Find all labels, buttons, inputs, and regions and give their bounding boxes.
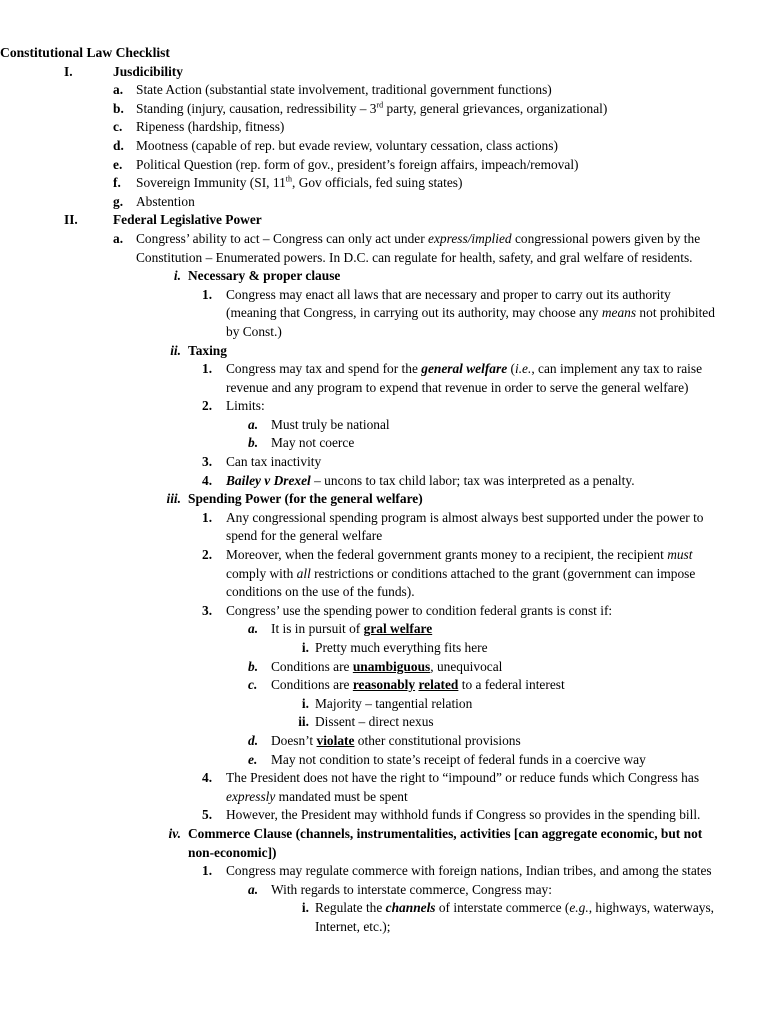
outline-item	[0, 602, 768, 621]
outline-number: 3.	[202, 602, 213, 618]
outline-item	[0, 174, 768, 193]
outline-number: 5.	[202, 807, 213, 823]
item-text: Dissent – direct nexus	[315, 714, 434, 730]
outline-letter: a.	[113, 230, 124, 246]
item-text: Sovereign Immunity (SI, 11th, Gov officials, fed suing states)	[136, 174, 463, 191]
subsection-heading	[0, 267, 768, 286]
item-text: Regulate the channels of interstate commerce (e.g., highways, waterways, Internet, etc.);	[315, 900, 715, 934]
subsection-heading	[0, 342, 768, 361]
outline-item	[0, 416, 768, 435]
outline-letter: a.	[248, 621, 259, 637]
outline-item	[0, 100, 768, 119]
item-text: State Action (substantial state involvement, traditional government functions)	[136, 82, 552, 98]
outline-letter: f.	[113, 175, 121, 191]
document-page	[0, 44, 768, 937]
outline-letter: a.	[248, 416, 259, 432]
item-text: Congress may tax and spend for the general welfare (i.e., can implement any tax to raise revenue and any program to expend that revenue in order to serve the general welfare)	[226, 361, 703, 395]
outline-letter: b.	[248, 658, 259, 674]
item-text: Congress’ ability to act – Congress can only act under express/implied congressional powers given by the Constitution – Enumerated powers. In D.C. can regulate for health, safety, and gral welfare of residents.	[136, 230, 701, 265]
item-text: May not coerce	[271, 435, 355, 451]
outline-item	[0, 751, 768, 770]
outline-letter: g.	[113, 193, 124, 209]
subsection-title: Spending Power (for the general welfare)	[188, 491, 423, 507]
outline-item	[0, 732, 768, 751]
outline-number: 1.	[202, 509, 213, 525]
section-title: Federal Legislative Power	[113, 212, 262, 228]
outline-item	[0, 156, 768, 175]
subsection-title: Necessary & proper clause	[188, 268, 341, 284]
outline-item	[0, 713, 768, 732]
outline-item	[0, 639, 768, 658]
outline-item	[0, 899, 768, 936]
item-text: Any congressional spending program is almost always best supported under the power to spend for the general welfare	[226, 509, 704, 544]
outline-item	[0, 397, 768, 416]
outline-number: 2.	[202, 547, 213, 563]
item-text: Conditions are unambiguous, unequivocal	[271, 658, 503, 674]
outline-roman: i.	[301, 695, 309, 711]
item-text: Mootness (capable of rep. but evade review, voluntary cessation, class actions)	[136, 137, 558, 153]
outline-letter: c.	[113, 119, 123, 135]
item-text: Majority – tangential relation	[315, 695, 473, 711]
item-text: With regards to interstate commerce, Congress may:	[271, 881, 552, 897]
item-text: May not condition to state’s receipt of federal funds in a coercive way	[271, 751, 646, 767]
outline-roman: i.	[301, 900, 309, 916]
item-text: Bailey v Drexel – uncons to tax child labor; tax was interpreted as a penalty.	[226, 472, 635, 488]
outline-letter: c.	[248, 677, 258, 693]
outline-number: I.	[64, 63, 73, 79]
outline-item	[0, 434, 768, 453]
item-text: Pretty much everything fits here	[315, 640, 488, 655]
outline-item	[0, 193, 768, 212]
item-text: Doesn’t violate other constitutional provisions	[271, 732, 521, 748]
outline-item	[0, 230, 768, 267]
item-text: Congress may regulate commerce with foreign nations, Indian tribes, and among the states	[226, 863, 712, 879]
item-text: Can tax inactivity	[226, 454, 322, 470]
outline-item	[0, 695, 768, 714]
outline-item	[0, 806, 768, 825]
outline-item	[0, 137, 768, 156]
item-text: Congress may enact all laws that are necessary and proper to carry out its authority (meaning that Congress, in carrying out its authority, may choose any means not prohibited by Const.)	[226, 286, 715, 339]
outline-item	[0, 769, 768, 806]
outline-number: 1.	[202, 863, 213, 879]
subsection-title: Taxing	[188, 342, 227, 358]
outline-item	[0, 546, 768, 602]
outline-item	[0, 620, 768, 639]
outline-item	[0, 676, 768, 695]
outline-roman: iii.	[166, 491, 181, 507]
outline-number: 2.	[202, 398, 213, 414]
item-text: Standing (injury, causation, redressibility – 3rd party, general grievances, organizational)	[136, 100, 608, 116]
item-text: Ripeness (hardship, fitness)	[136, 119, 285, 135]
section-heading	[0, 211, 768, 230]
item-text: Conditions are reasonably related to a federal interest	[271, 677, 565, 693]
item-text: The President does not have the right to “impound” or reduce funds which Congress has expressly mandated must be spent	[226, 770, 700, 804]
outline-letter: e.	[248, 751, 258, 767]
item-text: It is in pursuit of gral welfare	[271, 621, 433, 637]
outline-roman: i.	[301, 640, 309, 655]
outline-letter: d.	[113, 137, 124, 153]
subsection-title: Commerce Clause (channels, instrumentalities, activities [can aggregate economic, but not non-economic])	[188, 825, 703, 860]
item-text: Congress’ use the spending power to condition federal grants is const if:	[226, 602, 613, 618]
outline-letter: a.	[248, 881, 259, 897]
outline-number: 4.	[202, 472, 213, 488]
outline-number: 4.	[202, 770, 213, 786]
outline-roman: ii.	[298, 714, 309, 730]
outline-letter: a.	[113, 82, 124, 98]
outline-item	[0, 360, 768, 397]
outline-number: II.	[64, 212, 78, 228]
section-title: Jusdicibility	[113, 63, 183, 79]
outline-item	[0, 286, 768, 342]
outline-roman: ii.	[170, 342, 181, 358]
outline-number: 3.	[202, 454, 213, 470]
outline-item	[0, 81, 768, 100]
outline-letter: b.	[248, 435, 259, 451]
item-text: However, the President may withhold funds if Congress so provides in the spending bill.	[226, 807, 701, 823]
outline-letter: b.	[113, 100, 124, 116]
outline-number: 1.	[202, 361, 213, 377]
item-text: Must truly be national	[271, 416, 390, 432]
outline-roman: i.	[173, 268, 181, 284]
outline-number: 1.	[202, 286, 213, 302]
item-text: Political Question (rep. form of gov., president’s foreign affairs, impeach/removal)	[136, 156, 579, 172]
outline-letter: d.	[248, 732, 259, 748]
item-text: Limits:	[226, 398, 265, 414]
outline-item	[0, 658, 768, 677]
subsection-heading	[0, 490, 768, 509]
outline-roman: iv.	[168, 825, 181, 841]
outline-item	[0, 472, 768, 491]
subsection-heading	[0, 825, 768, 862]
outline-item	[0, 118, 768, 137]
outline-letter: e.	[113, 156, 123, 172]
item-text: Moreover, when the federal government grants money to a recipient, the recipient must comply with all restrictions or conditions attached to the grant (government can impose conditions on the use of the funds).	[226, 547, 696, 600]
document-title: Constitutional Law Checklist	[0, 45, 170, 60]
section-heading	[0, 63, 768, 82]
outline-item	[0, 453, 768, 472]
item-text: Abstention	[136, 193, 195, 209]
outline-item	[0, 881, 768, 900]
outline-item	[0, 862, 768, 881]
outline-item	[0, 509, 768, 546]
